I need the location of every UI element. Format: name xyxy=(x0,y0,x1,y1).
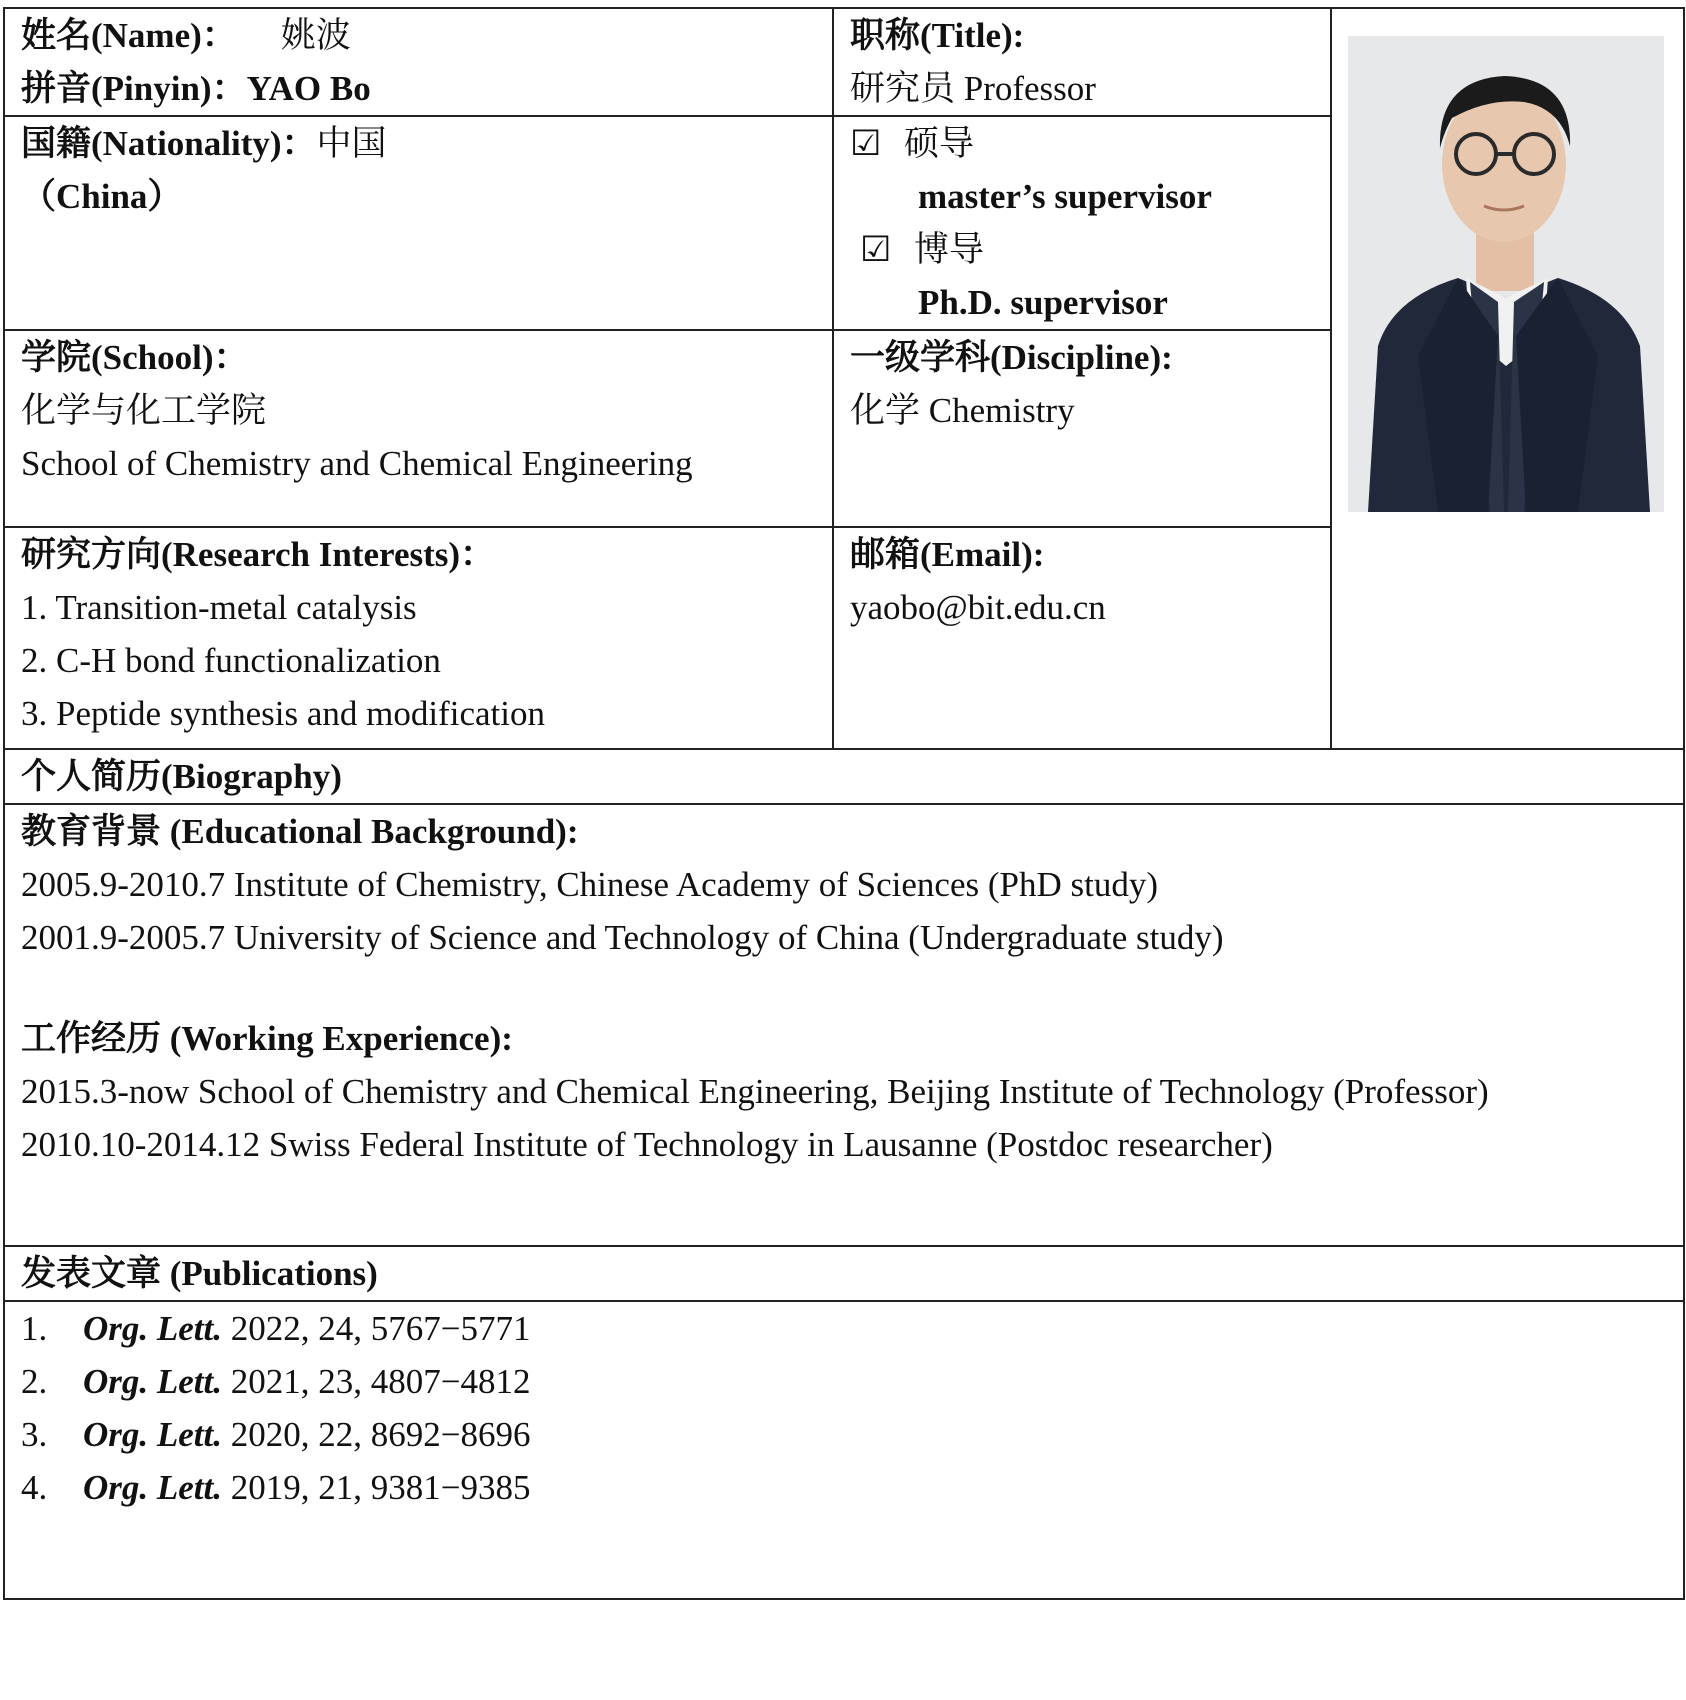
name-line xyxy=(21,9,816,62)
title-cell xyxy=(833,8,1331,116)
publication-journal: Org. Lett. xyxy=(83,1309,223,1348)
publication-item xyxy=(21,1355,1667,1408)
title-label: 职称(Title): xyxy=(850,16,1025,55)
name-cell xyxy=(4,8,833,116)
name-label: 姓名(Name)： xyxy=(21,16,237,55)
publication-details: 2022, 24, 5767−5771 xyxy=(230,1309,531,1348)
publication-details: 2021, 23, 4807−4812 xyxy=(230,1362,531,1401)
nationality-value-en: （China） xyxy=(21,177,183,216)
title-value: 研究员 Professor xyxy=(850,69,1096,108)
work-label: 工作经历 (Working Experience): xyxy=(21,1019,513,1058)
profile-table xyxy=(3,7,1685,1600)
master-cn: 硕导 xyxy=(904,124,975,163)
master-en: master’s supervisor xyxy=(918,177,1212,216)
email-value: yaobo@bit.edu.cn xyxy=(850,588,1106,627)
school-cell xyxy=(4,330,833,527)
publication-item xyxy=(21,1408,1667,1461)
research-item: 1. Transition-metal catalysis xyxy=(21,588,417,627)
publication-item xyxy=(21,1461,1667,1514)
nationality-label: 国籍(Nationality)： xyxy=(21,124,317,163)
publication-details: 2020, 22, 8692−8696 xyxy=(230,1415,531,1454)
master-line xyxy=(850,117,1314,170)
publication-journal: Org. Lett. xyxy=(83,1362,223,1401)
publication-num: 3. xyxy=(21,1415,48,1454)
nationality-line xyxy=(21,117,816,170)
email-cell xyxy=(833,527,1331,749)
biography-body-cell xyxy=(4,804,1684,1246)
work-item: 2015.3-now School of Chemistry and Chemical Engineering, Beijing Institute of Technology (Professor) xyxy=(21,1072,1489,1111)
publication-num: 2. xyxy=(21,1362,48,1401)
research-item: 3. Peptide synthesis and modification xyxy=(21,694,545,733)
discipline-value: 化学 Chemistry xyxy=(850,391,1075,430)
education-label: 教育背景 (Educational Background): xyxy=(21,812,579,851)
master-checkbox-icon: ☑ xyxy=(850,124,882,163)
education-item: 2001.9-2005.7 University of Science and Technology of China (Undergraduate study) xyxy=(21,918,1224,957)
pinyin-value: YAO Bo xyxy=(246,69,371,108)
spacer xyxy=(21,964,1667,1012)
phd-cn: 博导 xyxy=(914,230,985,269)
pinyin-line xyxy=(21,62,816,115)
publication-journal: Org. Lett. xyxy=(83,1415,223,1454)
portrait-image xyxy=(1348,36,1664,512)
school-cn: 化学与化工学院 xyxy=(21,391,267,430)
supervisor-cell xyxy=(833,116,1331,330)
name-value: 姚波 xyxy=(280,16,351,55)
discipline-label: 一级学科(Discipline): xyxy=(850,338,1173,377)
school-label: 学院(School)： xyxy=(21,338,249,377)
biography-header: 个人简历(Biography) xyxy=(21,757,342,796)
email-label: 邮箱(Email): xyxy=(850,535,1045,574)
publications-header: 发表文章 (Publications) xyxy=(21,1254,378,1293)
publication-num: 4. xyxy=(21,1468,48,1507)
publication-journal: Org. Lett. xyxy=(83,1468,223,1507)
research-cell xyxy=(4,527,833,749)
nationality-cell xyxy=(4,116,833,330)
publication-item xyxy=(21,1302,1667,1355)
publications-list-cell xyxy=(4,1301,1684,1599)
work-item: 2010.10-2014.12 Swiss Federal Institute of Technology in Lausanne (Postdoc researcher) xyxy=(21,1125,1273,1164)
research-label: 研究方向(Research Interests)： xyxy=(21,535,496,574)
nationality-value: 中国 xyxy=(316,124,387,163)
biography-header-cell xyxy=(4,749,1684,804)
phd-line xyxy=(850,223,1314,276)
education-item: 2005.9-2010.7 Institute of Chemistry, Chinese Academy of Sciences (PhD study) xyxy=(21,865,1159,904)
publications-header-cell xyxy=(4,1246,1684,1301)
publication-details: 2019, 21, 9381−9385 xyxy=(230,1468,531,1507)
photo-cell xyxy=(1331,8,1684,749)
publication-num: 1. xyxy=(21,1309,48,1348)
school-en: School of Chemistry and Chemical Engineering xyxy=(21,444,693,483)
phd-en: Ph.D. supervisor xyxy=(918,283,1168,322)
phd-checkbox-icon: ☑ xyxy=(860,230,892,269)
discipline-cell xyxy=(833,330,1331,527)
pinyin-label: 拼音(Pinyin)： xyxy=(21,69,247,108)
portrait-photo xyxy=(1348,36,1664,512)
research-item: 2. C-H bond functionalization xyxy=(21,641,441,680)
